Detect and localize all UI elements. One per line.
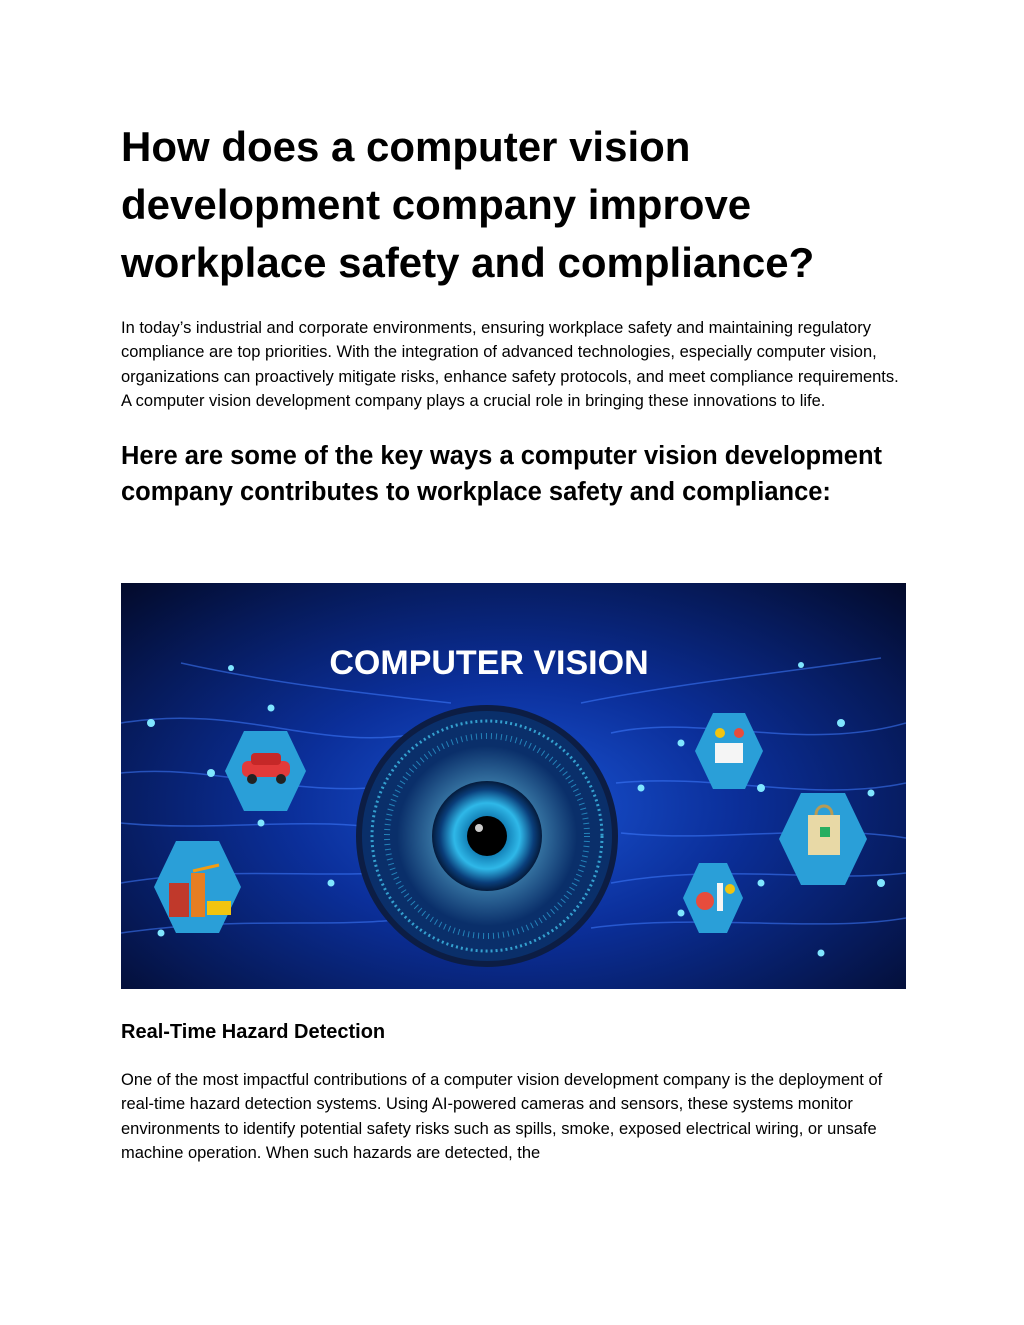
- car-icon: [225, 731, 306, 811]
- eye-icon: [359, 708, 615, 964]
- section1-paragraph: One of the most impactful contributions of a computer vision development company is the deployment of real-time hazard detection systems. Using AI-powered cameras and sensors, these systems monitor environments to identify potential safety risks such as spills, smoke, exposed electrical wiring, or unsafe machine operation. When such hazards are detected, the: [121, 1071, 883, 1163]
- shopping-icon: [779, 793, 867, 885]
- section-subheading: Here are some of the key ways a computer vision development company contributes to workplace safety and compliance:: [121, 441, 883, 506]
- section1-heading: Real-Time Hazard Detection: [121, 1021, 386, 1043]
- construction-icon: [154, 841, 241, 933]
- article-title: How does a computer vision development company improve workplace safety and compliance?: [121, 123, 815, 286]
- intro-paragraph: In today’s industrial and corporate environments, ensuring workplace safety and maintaining regulatory compliance are top priorities. With the integration of advanced technologies, especially computer vision, organizations can proactively mitigate risks, enhance safety protocols, and meet compliance requirements. A computer vision development company plays a crucial role in bringing these innovations to life.: [121, 319, 899, 411]
- banner-text: COMPUTER VISION: [329, 644, 649, 682]
- hero-image: [121, 583, 906, 989]
- article: [121, 118, 911, 1163]
- robotics-icon: [695, 713, 763, 789]
